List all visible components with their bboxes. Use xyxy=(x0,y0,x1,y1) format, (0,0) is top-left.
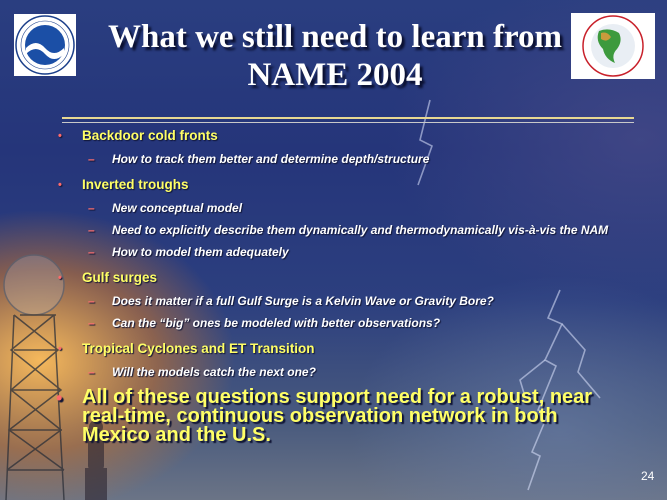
radar-tower-icon xyxy=(4,255,64,500)
list-item xyxy=(56,224,616,237)
bullet-icon: • xyxy=(58,130,62,142)
dash-icon: – xyxy=(88,223,95,237)
conclusion-statement xyxy=(56,388,616,445)
bullet-icon: • xyxy=(58,272,62,284)
list-item xyxy=(56,317,616,330)
topic-tropical-cyclones xyxy=(56,341,616,357)
subitem-text: Need to explicitly describe them dynamically and thermodynamically vis-à-vis the NAM xyxy=(112,223,609,237)
dash-icon: – xyxy=(88,316,95,330)
noaa-logo xyxy=(14,14,76,76)
list-item xyxy=(56,153,616,166)
subitem-text: Will the models catch the next one? xyxy=(112,365,316,379)
topic-label: Backdoor cold fronts xyxy=(82,128,218,143)
name-logo xyxy=(571,13,655,79)
topic-gulf-surges xyxy=(56,270,616,286)
dash-icon: – xyxy=(88,365,95,379)
dash-icon: – xyxy=(88,294,95,308)
topic-label: Gulf surges xyxy=(82,270,158,285)
dash-icon: – xyxy=(88,152,95,166)
subitem-text: Can the “big” ones be modeled with better observations? xyxy=(112,316,441,330)
dash-icon: – xyxy=(88,201,95,215)
slide-content xyxy=(56,128,616,445)
slide-title-line-2: NAME 2004 xyxy=(247,57,423,93)
bullet-icon: • xyxy=(58,343,62,355)
topic-backdoor-cold-fronts xyxy=(56,128,616,144)
list-item xyxy=(56,202,616,215)
page-number: 24 xyxy=(641,469,655,483)
slide-title xyxy=(90,18,580,94)
topic-label: Inverted troughs xyxy=(82,177,189,192)
dash-icon: – xyxy=(88,245,95,259)
conclusion-text: All of these questions support need for a robust, near real-time, continuous observation network in both Mexico and the U.S. xyxy=(82,386,593,446)
subitem-text: Does it matter if a full Gulf Surge is a Kelvin Wave or Gravity Bore? xyxy=(112,294,494,308)
title-divider-gold xyxy=(62,117,634,119)
bullet-icon: • xyxy=(58,179,62,191)
list-item xyxy=(56,366,616,379)
slide-title-line-1: What we still need to learn from xyxy=(108,19,562,55)
topic-inverted-troughs xyxy=(56,177,616,193)
bullet-icon: • xyxy=(56,388,63,408)
subitem-text: How to track them better and determine depth/structure xyxy=(112,152,430,166)
subitem-text: How to model them adequately xyxy=(112,245,289,259)
topic-label: Tropical Cyclones and ET Transition xyxy=(82,341,315,356)
subitem-text: New conceptual model xyxy=(112,201,243,215)
list-item xyxy=(56,246,616,259)
list-item xyxy=(56,295,616,308)
title-divider-silver xyxy=(62,122,634,123)
